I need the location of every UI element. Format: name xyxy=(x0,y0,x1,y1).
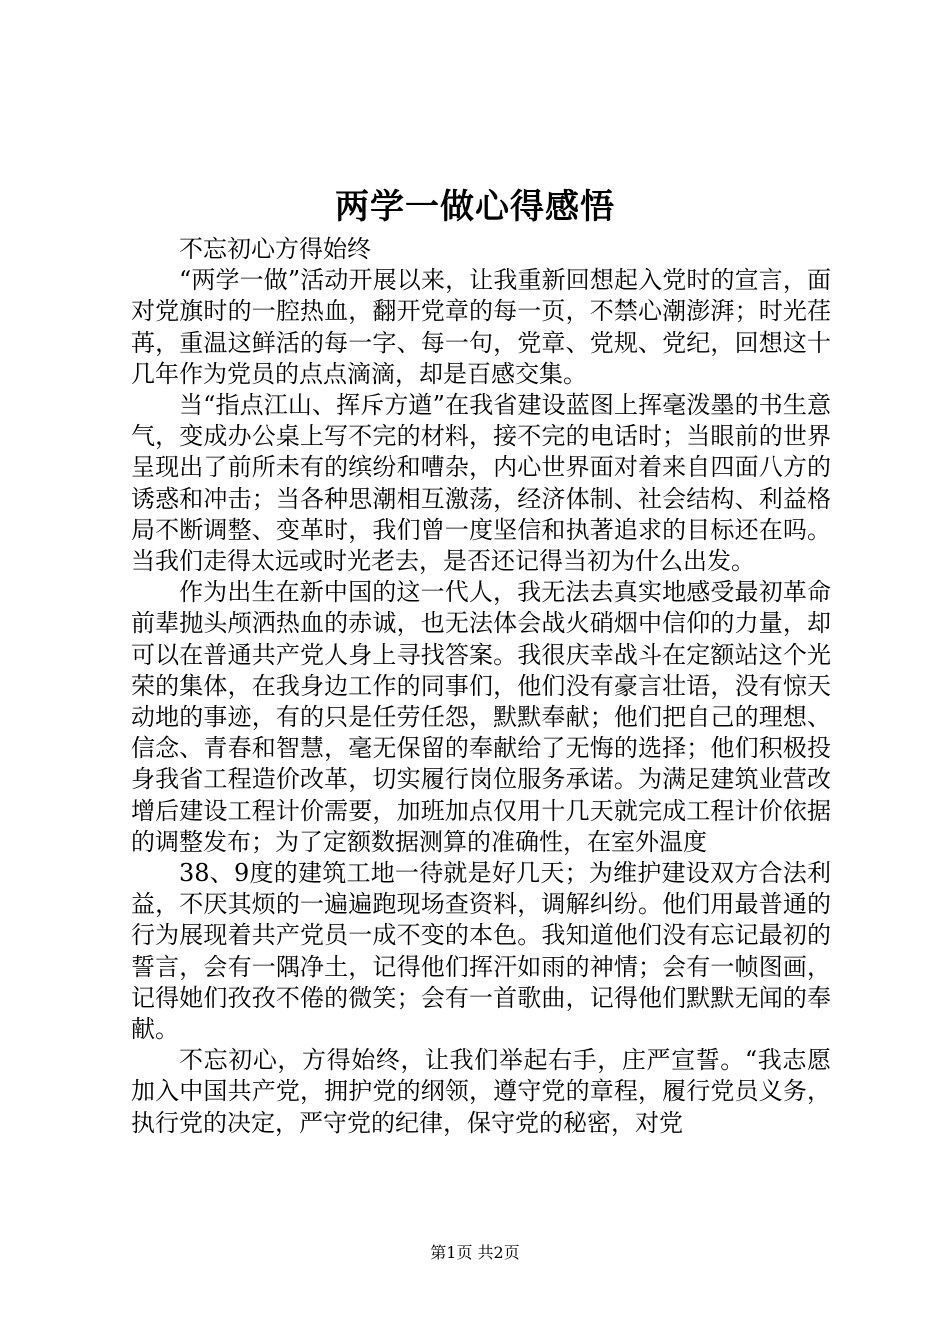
paragraph: “两学一做”活动开展以来，让我重新回想起入党时的宣言，面对党旗时的一腔热血，翻开党章的每一页，不禁心潮澎湃；时光荏苒，重温这鲜活的每一字、每一句，党章、党规、党纪，回想这十几年作为党员的点点滴滴，却是百感交集。 xyxy=(131,266,831,388)
paragraph-subtitle: 不忘初心方得始终 xyxy=(179,235,371,263)
document-body xyxy=(131,234,831,1139)
page-number-footer: 第1页 共2页 xyxy=(430,1243,520,1262)
paragraph: 作为出生在新中国的这一代人，我无法去真实地感受最初革命前辈抛头颅洒热血的赤诚，也无法体会战火硝烟中信仰的力量，却可以在普通共产党人身上寻找答案。我很庆幸战斗在定额站这个光荣的集体，在我身边工作的同事们，他们没有豪言壮语，没有惊天动地的事迹，有的只是任劳任怨，默默奉献；他们把自己的理想、信念、青春和智慧，毫无保留的奉献给了无悔的选择；他们积极投身我省工程造价改革，切实履行岗位服务承诺。为满足建筑业营改增后建设工程计价需要，加班加点仅用十几天就完成工程计价依据的调整发布；为了定额数据测算的准确性，在室外温度 xyxy=(131,578,831,856)
paragraph: 不忘初心，方得始终，让我们举起右手，庄严宣誓。“我志愿加入中国共产党，拥护党的纲领，遵守党的章程，履行党员义务，执行党的决定，严守党的纪律，保守党的秘密，对党 xyxy=(131,1046,831,1137)
document-title: 两学一做心得感悟 xyxy=(335,187,615,227)
paragraph: 当“指点江山、挥斥方遒”在我省建设蓝图上挥毫泼墨的书生意气，变成办公桌上写不完的材料，接不完的电话时；当眼前的世界呈现出了前所未有的缤纷和嘈杂，内心世界面对着来自四面八方的诱惑和冲击；当各种思潮相互激荡，经济体制、社会结构、利益格局不断调整、变革时，我们曾一度坚信和执著追求的目标还在吗。当我们走得太远或时光老去，是否还记得当初为什么出发。 xyxy=(131,391,831,576)
paragraph: 38、9度的建筑工地一待就是好几天；为维护建设双方合法利益，不厌其烦的一遍遍跑现场查资料，调解纠纷。他们用最普通的行为展现着共产党员一成不变的本色。我知道他们没有忘记最初的誓言，会有一隅净土，记得他们挥汗如雨的神情；会有一帧图画，记得她们孜孜不倦的微笑；会有一首歌曲，记得他们默默无闻的奉献。 xyxy=(131,859,831,1044)
